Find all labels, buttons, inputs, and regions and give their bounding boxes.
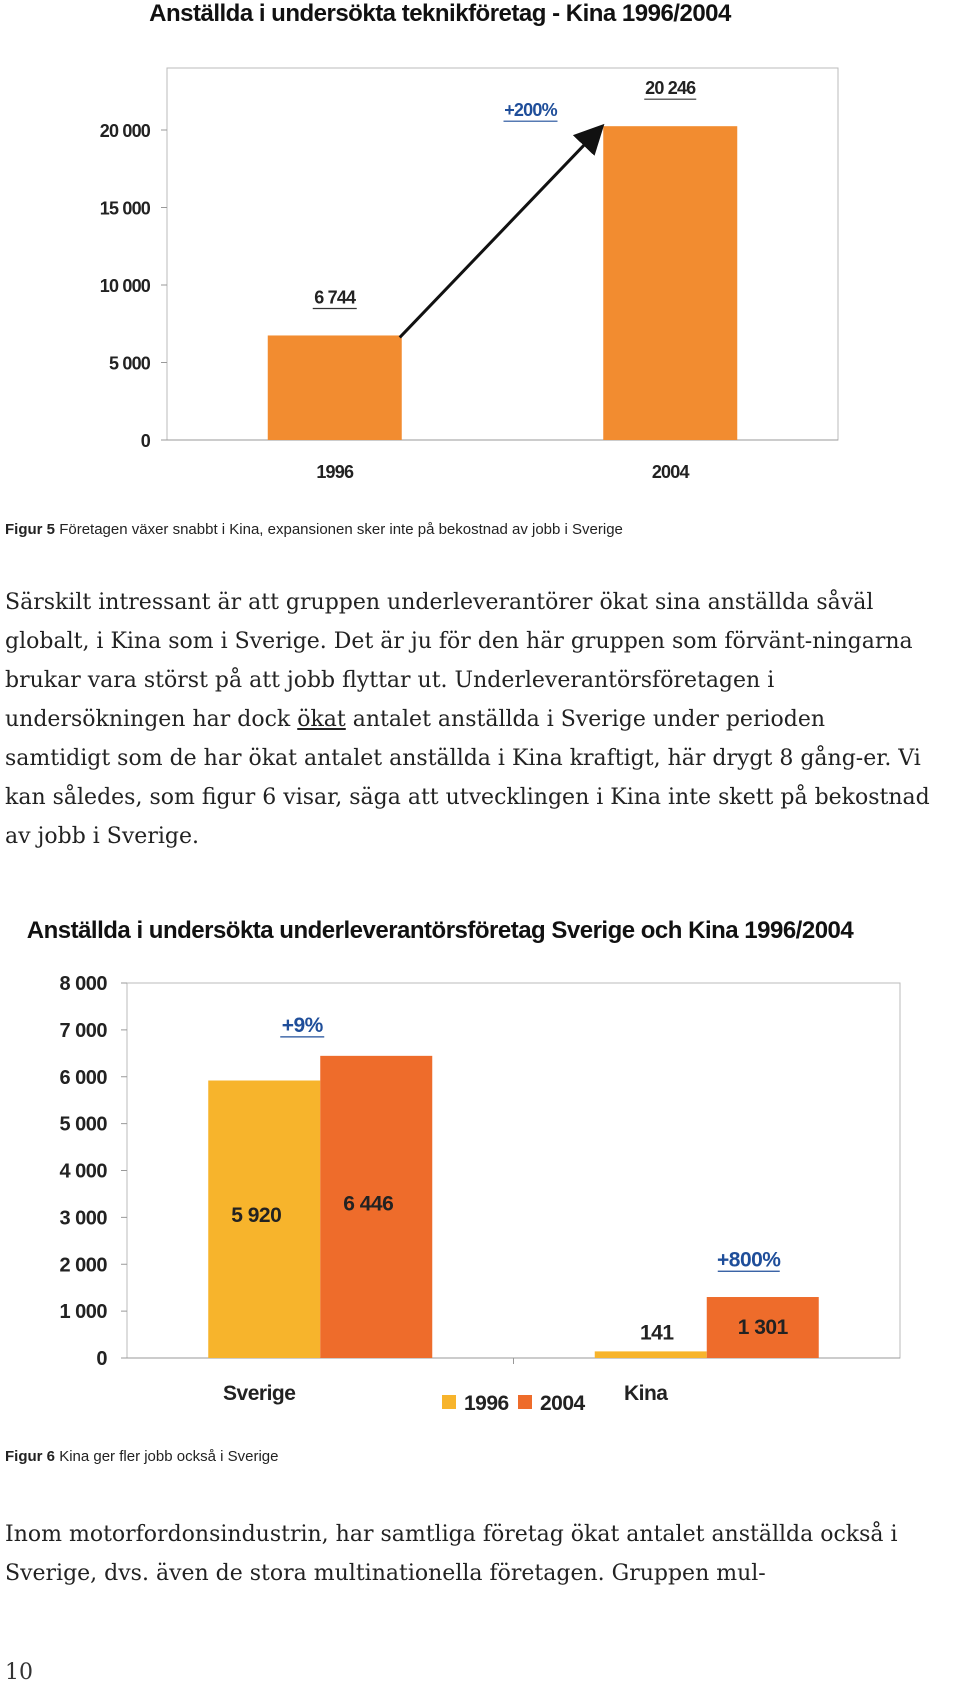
x-tick-label: Sverige bbox=[223, 1382, 296, 1405]
growth-arrow bbox=[400, 128, 601, 337]
legend-swatch bbox=[518, 1395, 532, 1409]
body-paragraph: Inom motorfordonsindustrin, har samtliga företag ökat antalet anställda också i Sverige, dvs. även de stora multinationella företagen. Gruppen mul- bbox=[5, 1522, 898, 1586]
y-tick-label: 0 bbox=[96, 1348, 107, 1370]
y-tick-label: 5 000 bbox=[59, 1113, 107, 1136]
chart-svg bbox=[0, 905, 960, 1435]
figure-caption-text: Kina ger fler jobb också i Sverige bbox=[59, 1448, 279, 1465]
figure-caption bbox=[5, 1448, 278, 1465]
legend-label: 1996 bbox=[464, 1392, 509, 1415]
y-tick-label: 0 bbox=[140, 431, 150, 451]
legend-swatch bbox=[442, 1395, 456, 1409]
y-tick-label: 20 000 bbox=[99, 121, 150, 141]
legend-label: 2004 bbox=[540, 1392, 585, 1415]
growth-annotation: +200% bbox=[504, 100, 557, 121]
chart-subcontractors bbox=[0, 905, 960, 1435]
x-tick-label: Kina bbox=[623, 1382, 668, 1405]
bar bbox=[595, 1351, 707, 1358]
y-tick-label: 4 000 bbox=[59, 1160, 107, 1183]
chart-title: Anställda i undersökta underleverantörsföretag Sverige och Kina 1996/2004 bbox=[26, 917, 854, 944]
figure-caption-text: Företagen växer snabbt i Kina, expansionen sker inte på bekostnad av jobb i Sverige bbox=[59, 521, 623, 538]
plot-area bbox=[167, 68, 838, 440]
paragraph-text: Särskilt intressant är att gruppen underleverantörer ökat sina anställda såväl globalt, i Kina som i Sverige. Det är ju för den här gruppen som förvänt-ningarna brukar vara störst på att jobb flyttar ut. Underleverantörsföretagen i undersökningen har dock bbox=[5, 590, 913, 732]
data-label: 5 920 bbox=[231, 1204, 282, 1228]
figure-caption bbox=[5, 521, 623, 538]
emphasis-text: ökat bbox=[297, 707, 346, 732]
figure-label: Figur 5 bbox=[5, 521, 56, 538]
data-label: 20 246 bbox=[645, 78, 696, 99]
y-tick-label: 15 000 bbox=[99, 198, 150, 219]
bar bbox=[268, 335, 402, 440]
data-label: 6 744 bbox=[314, 287, 356, 308]
y-tick-label: 7 000 bbox=[59, 1019, 107, 1042]
x-tick-label: 1996 bbox=[316, 462, 354, 482]
y-tick-label: 10 000 bbox=[99, 276, 150, 296]
y-tick-label: 8 000 bbox=[59, 973, 107, 995]
paragraph-text: antalet anställda i Sverige under perioden samtidigt som de har ökat antalet anställda i Kina kraftigt, här drygt 8 gång-er. Vi kan således, som figur 6 visar, säga att utvecklingen i Kina inte skett på bekostnad av jobb i Sverige. bbox=[5, 707, 930, 849]
growth-annotation: +800% bbox=[717, 1248, 781, 1272]
data-label: 1 301 bbox=[737, 1316, 788, 1340]
page-number: 10 bbox=[5, 1660, 33, 1685]
y-tick-label: 2 000 bbox=[59, 1254, 107, 1277]
body-paragraph bbox=[5, 583, 935, 856]
y-tick-label: 6 000 bbox=[59, 1066, 107, 1089]
y-tick-label: 5 000 bbox=[108, 353, 150, 374]
data-label: 141 bbox=[639, 1321, 674, 1345]
chart-title: Anställda i undersökta teknikföretag - Kina 1996/2004 bbox=[149, 0, 731, 27]
data-label: 6 446 bbox=[343, 1192, 394, 1216]
figure-label: Figur 6 bbox=[5, 1448, 56, 1465]
chart-svg bbox=[0, 0, 960, 500]
x-tick-label: 2004 bbox=[651, 462, 689, 482]
chart-employees-china bbox=[0, 0, 960, 500]
bar bbox=[603, 126, 737, 440]
y-tick-label: 3 000 bbox=[59, 1207, 107, 1230]
growth-annotation: +9% bbox=[281, 1013, 323, 1037]
y-tick-label: 1 000 bbox=[59, 1301, 107, 1324]
